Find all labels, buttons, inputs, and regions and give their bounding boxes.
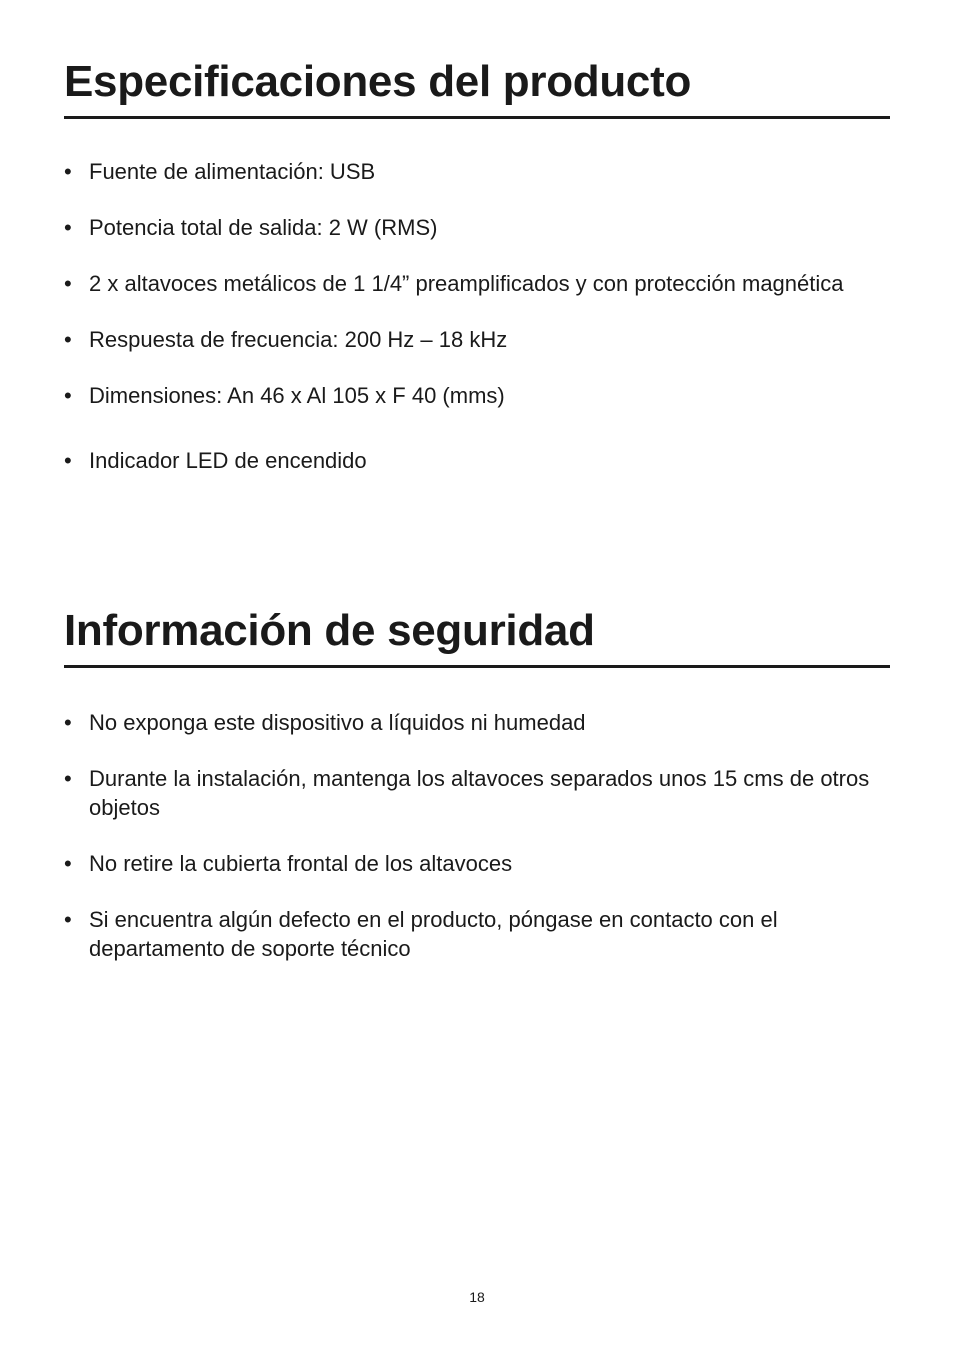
list-item: [64, 269, 890, 298]
list-item-text: Durante la instalación, mantenga los altavoces separados unos 15 cms de otros objetos: [89, 766, 870, 820]
bullet-icon: •: [64, 851, 72, 876]
list-item: [64, 213, 890, 242]
safety-list: [64, 708, 890, 963]
list-item: [64, 157, 890, 186]
list-item-text: Indicador LED de encendido: [89, 448, 367, 473]
bullet-icon: •: [64, 327, 72, 352]
list-item: [64, 849, 890, 878]
section-title-specifications: Especificaciones del producto: [64, 56, 890, 119]
bullet-icon: •: [64, 448, 72, 473]
list-item-text: Potencia total de salida: 2 W (RMS): [89, 215, 438, 240]
product-specifications-section: [64, 56, 890, 502]
safety-information-section: [64, 605, 890, 990]
bullet-icon: •: [64, 383, 72, 408]
list-item-text: No exponga este dispositivo a líquidos ni humedad: [89, 710, 586, 735]
list-item: [64, 325, 890, 354]
section-title-safety: Información de seguridad: [64, 605, 890, 668]
bullet-icon: •: [64, 271, 72, 296]
bullet-icon: •: [64, 766, 72, 791]
list-item: [64, 708, 890, 737]
bullet-icon: •: [64, 159, 72, 184]
list-item-text: Respuesta de frecuencia: 200 Hz – 18 kHz: [89, 327, 508, 352]
bullet-icon: •: [64, 215, 72, 240]
list-item: [64, 446, 890, 475]
bullet-icon: •: [64, 710, 72, 735]
specifications-list: [64, 157, 890, 475]
list-item-text: Si encuentra algún defecto en el producto, póngase en contacto con el departamento de soporte técnico: [89, 907, 778, 961]
list-item: [64, 764, 890, 822]
list-item-text: Fuente de alimentación: USB: [89, 159, 376, 184]
list-item-text: No retire la cubierta frontal de los altavoces: [89, 851, 513, 876]
list-item: [64, 381, 890, 410]
list-item-text: 2 x altavoces metálicos de 1 1/4” preamplificados y con protección magnética: [89, 271, 844, 296]
bullet-icon: •: [64, 907, 72, 932]
page-number: 18: [469, 1289, 485, 1305]
list-item-text: Dimensiones: An 46 x Al 105 x F 40 (mms): [89, 383, 505, 408]
list-item: [64, 905, 890, 963]
